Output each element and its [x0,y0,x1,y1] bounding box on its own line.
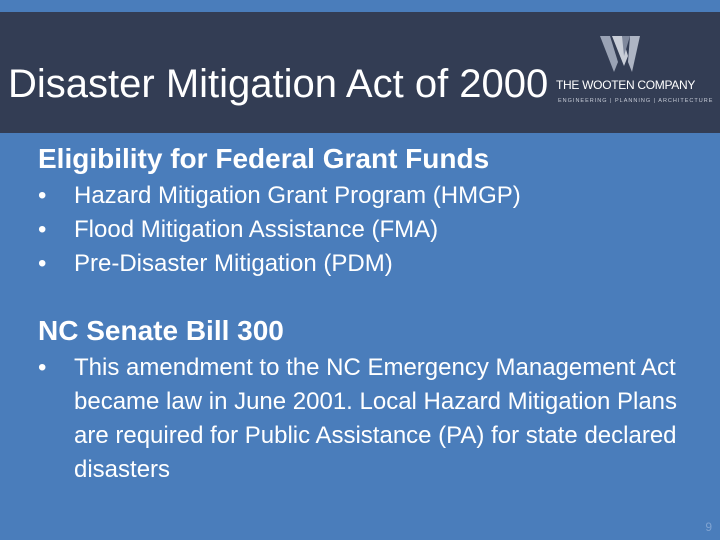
list-item-text: Hazard Mitigation Grant Program (HMGP) [74,182,521,209]
w-logo-icon [600,32,648,76]
senate-bill-list [38,351,694,487]
logo-company-name: THE WOOTEN COMPANY [556,78,696,92]
list-item [38,213,694,247]
section-heading-grant-funds: Eligibility for Federal Grant Funds [38,143,490,174]
list-item [38,179,694,213]
bullet-icon: • [38,250,47,277]
list-item-text: This amendment to the NC Emergency Management Act became law in June 2001. Local Hazard Mitigation Plans are required for Public Assistance (PA) for state declared disasters [74,354,678,483]
company-logo [556,32,714,108]
list-item [38,247,694,281]
logo-tagline: ENGINEERING | PLANNING | ARCHITECTURE [558,98,714,104]
slide-title: Disaster Mitigation Act of 2000 [8,62,549,106]
bullet-icon: • [38,182,47,209]
bullet-icon: • [38,216,47,243]
list-item-text: Flood Mitigation Assistance (FMA) [74,216,439,243]
section-heading-senate-bill: NC Senate Bill 300 [38,315,284,346]
grant-programs-list [38,179,694,281]
list-item-text: Pre-Disaster Mitigation (PDM) [74,250,393,277]
bullet-icon: • [38,354,47,381]
list-item [38,351,694,487]
page-number: 9 [705,520,712,534]
top-strip [0,0,720,12]
